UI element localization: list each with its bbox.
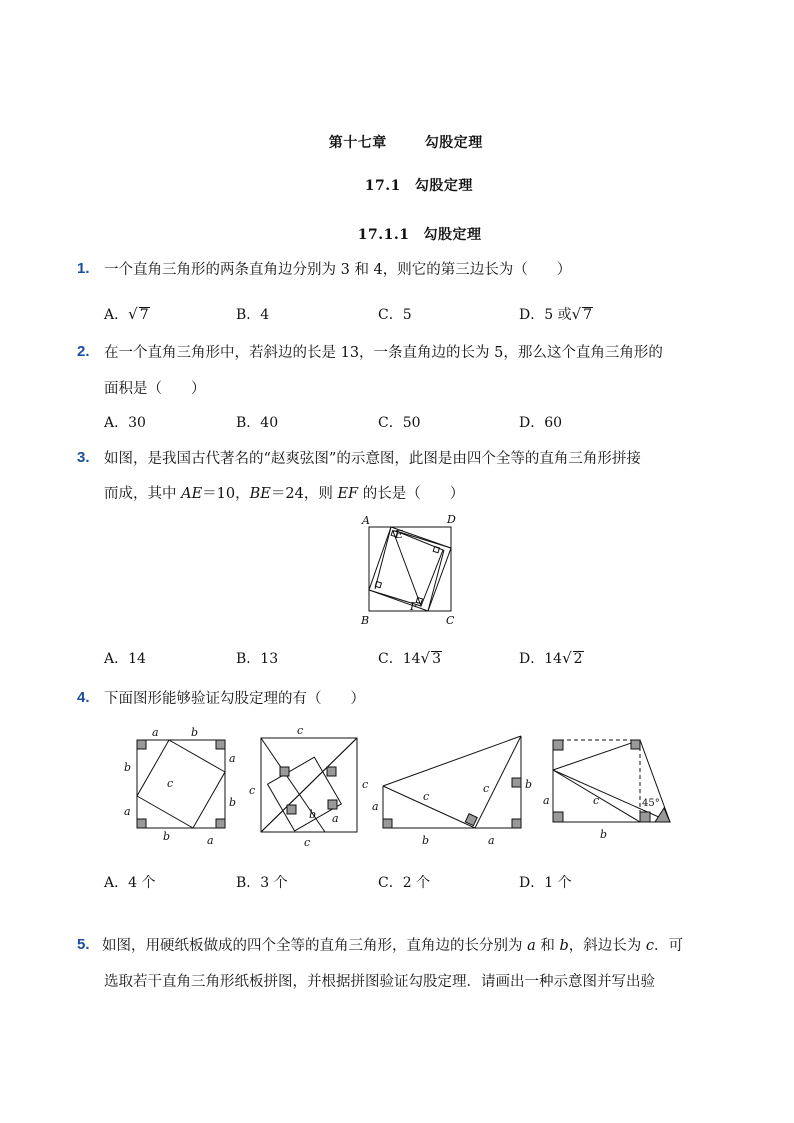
option-label: D． — [519, 307, 545, 323]
q4-option-c[interactable] — [378, 872, 430, 892]
figure-1 — [137, 740, 225, 828]
fig1-label-b: b — [163, 830, 171, 843]
question-1-text: 一个直角三角形的两条直角边分别为 3 和 4，则它的第三边长为（ ） — [104, 262, 572, 278]
q4-option-a[interactable] — [104, 872, 155, 892]
figure-3 — [383, 736, 521, 828]
text-segment: ．可 — [654, 938, 684, 954]
option-value: 2 个 — [402, 875, 431, 891]
option-label: A． — [104, 651, 129, 667]
chapter-name: 勾股定理 — [424, 135, 483, 151]
chapter-number: 第十七章 — [328, 135, 387, 151]
option-prefix: 5 或 — [544, 307, 572, 323]
radicand: 3 — [432, 651, 442, 667]
subsection-number: 17.1.1 — [357, 227, 410, 243]
section-name: 勾股定理 — [414, 178, 473, 194]
fig3-label-a: a — [372, 800, 379, 813]
text-segment: ，斜边长为 — [568, 938, 642, 954]
fig3-label-b: b — [525, 778, 533, 791]
text-segment: ＝10， — [202, 486, 250, 502]
q4-option-b[interactable] — [236, 872, 288, 892]
option-value: 50 — [402, 415, 421, 431]
fig1-label-a: a — [229, 752, 236, 765]
math-b: b — [559, 938, 569, 954]
fig4-label-b: b — [600, 828, 608, 841]
radicand: 7 — [583, 307, 593, 323]
option-value: 4 个 — [128, 875, 156, 891]
section-number: 17.1 — [364, 178, 401, 194]
radical-sign-icon: √ — [571, 305, 582, 323]
option-label: D． — [519, 651, 545, 667]
section-title — [354, 159, 473, 195]
label-c: C — [446, 614, 455, 627]
question-5-text-line1 — [102, 936, 683, 956]
option-prefix: 14 — [544, 651, 563, 667]
radicand: 7 — [139, 307, 149, 323]
pythagoras-figures — [115, 722, 680, 852]
question-5-text-line2: 选取若干直角三角形纸板拼图，并根据拼图验证勾股定理．请画出一种示意图并写出验 — [104, 974, 655, 990]
label-f: F — [410, 600, 418, 613]
q1-option-d[interactable] — [519, 304, 593, 324]
option-label: B． — [236, 651, 261, 667]
option-label: C． — [378, 415, 403, 431]
question-4-text: 下面图形能够验证勾股定理的有（ ） — [104, 691, 365, 707]
text-segment: 和 — [540, 938, 555, 954]
option-label: A． — [104, 875, 129, 891]
option-value: 14 — [128, 651, 146, 667]
text-segment: 如图，用硬纸板做成的四个全等的直角三角形，直角边的长分别为 — [102, 938, 523, 954]
fig2-label-c: c — [362, 778, 369, 791]
option-label: B． — [236, 415, 261, 431]
option-label: C． — [378, 307, 403, 323]
option-label: A． — [104, 415, 129, 431]
math-be: BE — [249, 486, 271, 502]
question-3-text-line2 — [104, 484, 464, 504]
q3-option-b[interactable] — [236, 648, 278, 668]
math-a: a — [527, 938, 536, 954]
radical-sign-icon: √ — [420, 649, 431, 667]
fig1-label-b: b — [229, 796, 237, 809]
right-angle-mark — [375, 582, 381, 588]
subsection-name: 勾股定理 — [423, 227, 482, 243]
fig2-label-b: b — [309, 808, 317, 821]
fig2-label-c: c — [249, 784, 256, 797]
subsection-title — [347, 208, 481, 244]
option-value: 4 — [260, 307, 270, 323]
option-value: 40 — [260, 415, 279, 431]
option-value: 1 个 — [544, 875, 572, 891]
fig1-label-a: a — [207, 834, 214, 847]
fig4-angle-label: 45° — [642, 798, 660, 809]
fig1-label-b: b — [124, 761, 132, 774]
text-segment: ＝24，则 — [270, 486, 333, 502]
q1-option-b[interactable] — [236, 304, 269, 324]
option-value: 60 — [544, 415, 563, 431]
math-ae: AE — [181, 486, 203, 502]
q2-option-d[interactable] — [519, 412, 562, 432]
fig4-label-c: c — [593, 794, 600, 807]
zhao-shuang-diagram — [355, 510, 465, 628]
chapter-title — [318, 116, 483, 152]
question-5-number: 5. — [77, 936, 90, 953]
label-d: D — [447, 513, 456, 526]
option-prefix: 14 — [402, 651, 421, 667]
option-label: C． — [378, 875, 403, 891]
option-value: 13 — [260, 651, 279, 667]
fig2-label-a: a — [332, 812, 339, 825]
text-segment: 而成，其中 — [104, 486, 177, 502]
label-e: E — [395, 528, 404, 541]
option-value: 30 — [128, 415, 146, 431]
fig1-label-b: b — [191, 726, 199, 739]
question-2-text-line2: 面积是（ ） — [104, 381, 206, 397]
fig1-label-a: a — [152, 726, 159, 739]
fig2-label-c: c — [304, 836, 311, 849]
fig1-label-a: a — [124, 805, 131, 818]
radicand: 2 — [573, 651, 583, 667]
q2-option-c[interactable] — [378, 412, 421, 432]
q3-option-a[interactable] — [104, 648, 146, 668]
fig1-label-c: c — [167, 777, 174, 790]
question-4-number: 4. — [77, 689, 90, 706]
q3-option-d[interactable] — [519, 648, 584, 668]
fig2-label-c: c — [297, 724, 304, 737]
math-c: c — [645, 938, 655, 954]
question-1-number: 1. — [77, 260, 90, 277]
option-label: B． — [236, 875, 261, 891]
q3-option-c[interactable] — [378, 648, 442, 668]
option-label: A． — [104, 307, 129, 323]
figure-4 — [553, 740, 670, 822]
math-ef: EF — [337, 486, 359, 502]
option-value: 5 — [402, 307, 412, 323]
segment-ae-b — [375, 527, 391, 589]
label-a: A — [362, 514, 370, 527]
question-2-number: 2. — [77, 343, 90, 360]
fig3-label-c: c — [483, 782, 490, 795]
label-b: B — [361, 614, 370, 627]
question-2-text-line1: 在一个直角三角形中，若斜边的长是 13，一条直角边的长为 5，那么这个直角三角形的 — [104, 345, 663, 361]
text-segment: 的长是（ ） — [362, 486, 465, 502]
radical-sign-icon: √ — [562, 649, 572, 667]
q1-option-c[interactable] — [378, 304, 412, 324]
option-label: B． — [236, 307, 261, 323]
q4-option-d[interactable] — [519, 872, 572, 892]
question-3-number: 3. — [77, 449, 90, 466]
q2-option-a[interactable] — [104, 412, 146, 432]
option-value: 3 个 — [260, 875, 288, 891]
q1-option-a[interactable] — [104, 304, 150, 324]
fig3-label-c: c — [423, 790, 430, 803]
question-3-text-line1: 如图，是我国古代著名的“赵爽弦图”的示意图，此图是由四个全等的直角三角形拼接 — [104, 451, 641, 467]
radical-sign-icon: √ — [128, 305, 138, 323]
fig4-label-a: a — [543, 794, 550, 807]
option-label: D． — [519, 415, 545, 431]
fig3-label-a: a — [488, 834, 495, 847]
q2-option-b[interactable] — [236, 412, 278, 432]
option-label: D． — [519, 875, 545, 891]
fig3-label-b: b — [422, 834, 430, 847]
option-label: C． — [378, 651, 403, 667]
